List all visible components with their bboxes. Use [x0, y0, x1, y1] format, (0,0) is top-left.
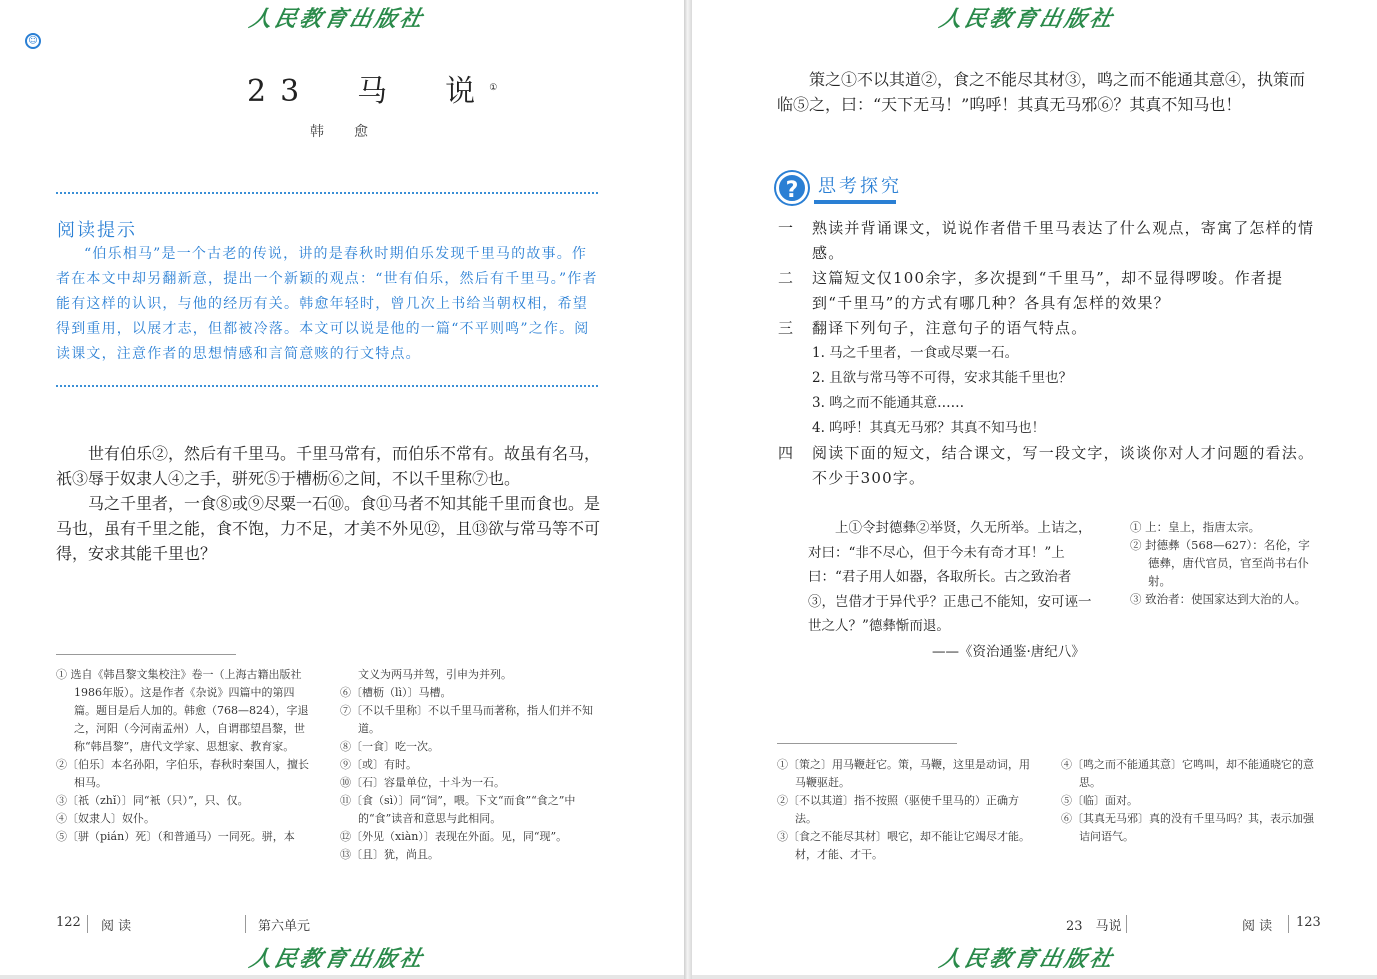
question-number: 二	[778, 269, 795, 287]
footnote-rule	[777, 743, 957, 744]
footnote: ②〔不以其道〕指不按照（驱使千里马的）正确方法。	[777, 794, 1019, 825]
sub-question: 4. 呜呼！其真无马邪？其真不知马也！	[812, 420, 1046, 436]
question-number: 一	[778, 219, 795, 237]
question-text: 这篇短文仅100余字，多次提到“千里马”，却不显得啰唆。作者提到“千里马”的方式有哪几种？各具有怎样的效果？	[812, 269, 1284, 312]
tip-top-divider	[56, 192, 598, 194]
question-text: 阅读下面的短文，结合课文，写一段文字，谈谈你对人才问题的看法。不少于300字。	[812, 444, 1315, 487]
footnote: ⑬〔且〕犹，尚且。	[340, 848, 439, 861]
page-number: 122	[56, 915, 81, 930]
question-item	[778, 216, 1320, 266]
lesson-title	[247, 66, 497, 110]
footnote: ⑨〔或〕有时。	[340, 758, 417, 771]
author-name: 韩 愈	[310, 124, 376, 140]
footnote: ④〔奴隶人〕奴仆。	[56, 812, 155, 825]
excerpt-note: ③ 致治者：使国家达到大治的人。	[1130, 592, 1307, 606]
footnote-rule	[56, 654, 236, 655]
right-page	[692, 0, 1377, 975]
footnote: ③〔食之不能尽其材〕喂它，却不能让它竭尽才能。材，才能、才干。	[777, 830, 1030, 861]
smiley-icon[interactable]: ☺	[25, 33, 41, 49]
excerpt-source: ——《资治通鉴·唐纪八》	[932, 644, 1085, 660]
section-label: 阅 读	[101, 919, 132, 934]
main-text-continued	[777, 67, 1319, 117]
reading-tip-body: “伯乐相马”是一个古老的传说，讲的是春秋时期伯乐发现千里马的故事。作者在本文中却另翻新意，提出一个新颖的观点：“世有伯乐，然后有千里马。”作者能有这样的认识，与他的经历有关。韩愈年轻时，曾几次上书给当朝权相，希望得到重用，以展才志，但都被冷落。本文可以说是他的一篇“不平则鸣”之作。阅读课文，注意作者的思想情感和言简意赅的行文特点。	[56, 246, 598, 362]
title-footnote-mark: ①	[489, 83, 498, 93]
question-number: 四	[778, 444, 795, 462]
lesson-label: 23 马说	[1066, 919, 1122, 934]
text-paragraph-1: 世有伯乐②，然后有千里马。千里马常有，而伯乐不常有。故虽有名马，祇③辱于奴隶人④之手，骈死⑤于槽枥⑥之间，不以千里称⑦也。	[56, 444, 601, 488]
footnote: ① 选自《韩昌黎文集校注》卷一（上海古籍出版社1986年版）。这是作者《杂说》四篇中的第四篇。题目是后人加的。韩愈（768—824），字退之，河阳（今河南孟州）人，自谓郡望昌黎，世称“韩昌黎”，唐代文学家、思想家、教育家。	[56, 668, 309, 753]
footnote: ⑦〔不以千里称〕不以千里马而著称，指人们并不知道。	[340, 704, 593, 735]
footnotes-column-2	[1061, 756, 1321, 846]
footnote: 文义为两马并驾，引申为并列。	[358, 668, 512, 681]
footnotes-column-1	[777, 756, 1037, 864]
excerpt-note: ① 上：皇上，指唐太宗。	[1130, 520, 1261, 534]
text-paragraph-2: 马之千里者，一食⑧或⑨尽粟一石⑩。食⑪马者不知其能千里而食也。是马也，虽有千里之能，食不饱，力不足，才美不外见⑫，且⑬欲与常马等不可得，安求其能千里也？	[56, 494, 601, 563]
footnote: ⑤〔骈（pián）死〕（和普通马）一同死。骈，本	[56, 830, 295, 843]
publisher-footer: 人民教育出版社	[936, 946, 1118, 972]
footnotes-column-2	[340, 666, 600, 864]
footnote: ⑥〔槽枥（lì）〕马槽。	[340, 686, 452, 699]
main-text	[56, 441, 600, 566]
page-number: 123	[1296, 915, 1321, 930]
sub-question: 3. 鸣之而不能通其意……	[812, 395, 965, 411]
text-paragraph-3: 策之①不以其道②，食之不能尽其材③，鸣之而不能通其意④，执策而临⑤之，曰：“天下无马！”呜呼！其真无马邪⑥？其真不知马也！	[777, 70, 1306, 114]
footnote: ③〔祇（zhǐ）〕同“衹（只）”，只、仅。	[56, 794, 249, 807]
question-number: 三	[778, 319, 795, 337]
footnote: ⑤〔临〕面对。	[1061, 794, 1138, 807]
footnote: ⑪〔食（sì）〕同“饲”，喂。下文“而食”“食之”中的“食”读音和意思与此相同。	[340, 794, 576, 825]
folio-divider	[1288, 915, 1289, 933]
left-page	[0, 0, 684, 975]
question-text: 熟读并背诵课文，说说作者借千里马表达了什么观点，寄寓了怎样的情感。	[812, 219, 1315, 262]
excerpt-note: ② 封德彝（568—627）：名伦，字德彝，唐代官员，官至尚书右仆射。	[1130, 538, 1310, 588]
section-label: 阅 读	[1242, 919, 1273, 934]
questions-list	[778, 216, 1320, 491]
publisher-header: 人民教育出版社	[246, 6, 428, 32]
question-text: 翻译下列句子，注意句子的语气特点。	[812, 319, 1088, 337]
lesson-title-text: 23 马 说	[247, 74, 490, 109]
publisher-header: 人民教育出版社	[936, 6, 1118, 32]
question-item	[778, 441, 1320, 491]
book-gutter	[684, 0, 692, 979]
reading-tip-heading: 阅读提示	[57, 220, 137, 241]
folio-divider	[245, 915, 246, 933]
sub-question: 1. 马之千里者，一食或尽粟一石。	[812, 345, 1019, 361]
footnote: ⑩〔石〕容量单位，十斗为一石。	[340, 776, 505, 789]
folio-divider	[87, 915, 88, 933]
sub-question: 2. 且欲与常马等不可得，安求其能千里也？	[812, 370, 1073, 386]
think-heading-underline	[814, 200, 896, 204]
footnotes-column-1	[56, 666, 316, 846]
footnote: ⑧〔一食〕吃一次。	[340, 740, 439, 753]
question-mark-icon: ?	[776, 172, 808, 204]
footnote: ⑥〔其真无马邪〕真的没有千里马吗？其，表示加强诘问语气。	[1061, 812, 1314, 843]
footnote: ①〔策之〕用马鞭赶它。策，马鞭，这里是动词，用马鞭驱赶。	[777, 758, 1030, 789]
reading-excerpt: 上①令封德彝②举贤，久无所举。上诘之，对曰：“非不尽心，但于今未有奇才耳！”上曰：“君子用人如器，各取所长。古之致治者③，岂借才于异代乎？正患己不能知，安可诬一世之人？”德彝惭而退。	[808, 520, 1092, 634]
tip-bottom-divider	[56, 385, 598, 387]
folio-divider	[1126, 915, 1127, 933]
footnote: ②〔伯乐〕本名孙阳，字伯乐，春秋时秦国人，擅长相马。	[56, 758, 309, 789]
question-item	[778, 266, 1320, 316]
unit-label: 第六单元	[258, 919, 311, 934]
publisher-footer: 人民教育出版社	[246, 946, 428, 972]
think-explore-heading: 思考探究	[818, 176, 902, 197]
question-item	[778, 316, 1320, 341]
footnote: ④〔鸣之而不能通其意〕它鸣叫，却不能通晓它的意思。	[1061, 758, 1314, 789]
excerpt-notes	[1130, 518, 1320, 608]
footnote: ⑫〔外见（xiàn）〕表现在外面。见，同“现”。	[340, 830, 568, 843]
